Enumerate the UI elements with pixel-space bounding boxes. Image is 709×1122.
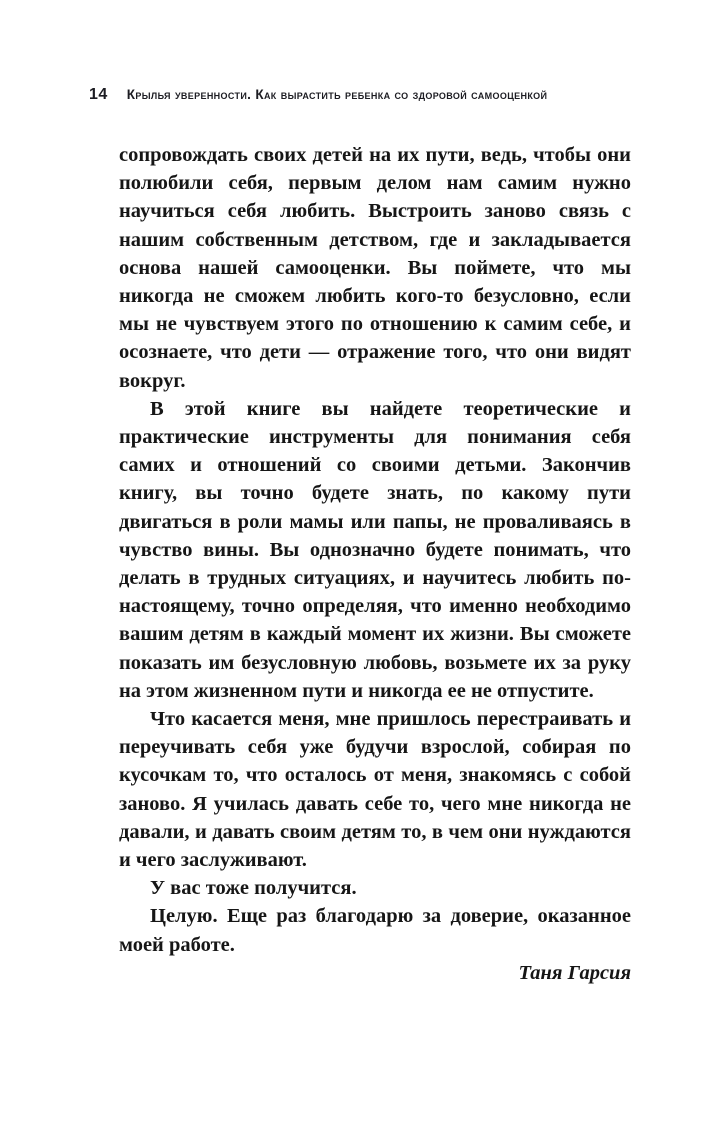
paragraph: сопровождать своих детей на их пути, ведь, чтобы они полюбили себя, первым делом нам самим нужно научиться себя любить. Выстроить заново связь с нашим собственным детством, где и закладывается основа нашей самооценки. Вы поймете, что мы никогда не сможем любить кого-то безусловно, если мы не чувствуем этого по отношению к самим себе, и осознаете, что дети — отражение того, что они видят вокруг. [119,144,631,392]
paragraph: В этой книге вы найдете теоретические и практические инструменты для понимания себя самих и отношений со своими детьми. Закончив книгу, вы точно будете знать, по какому пути двигаться в роли мамы или папы, не проваливаясь в чувство вины. Вы однозначно будете понимать, что делать в трудных ситуациях, и научитесь любить по-настоящему, точно определяя, что именно необходимо вашим детям в каждый момент их жизни. Вы сможете показать им безусловную любовь, возьмете их за руку на этом жизненном пути и никогда ее не отпустите. [119,397,631,702]
page-header [89,86,639,104]
paragraph: Что касается меня, мне пришлось перестраивать и переучивать себя уже будучи взрослой, собирая по кусочкам то, что осталось от меня, знакомясь с собой заново. Я училась давать себе то, чего мне никогда не давали, и давать своим детям то, в чем они нуждаются и чего заслуживают. [119,708,631,872]
author-signature: Таня Гарсия [518,961,631,984]
paragraph: У вас тоже получится. [150,877,357,900]
running-head: Крылья уверенности. Как вырастить ребенка со здоровой самооценкой [126,87,548,102]
paragraph: Целую. Еще раз благодарю за доверие, оказанное моей работе. [119,905,631,956]
page-body [119,141,631,987]
page-number: 14 [89,86,108,103]
